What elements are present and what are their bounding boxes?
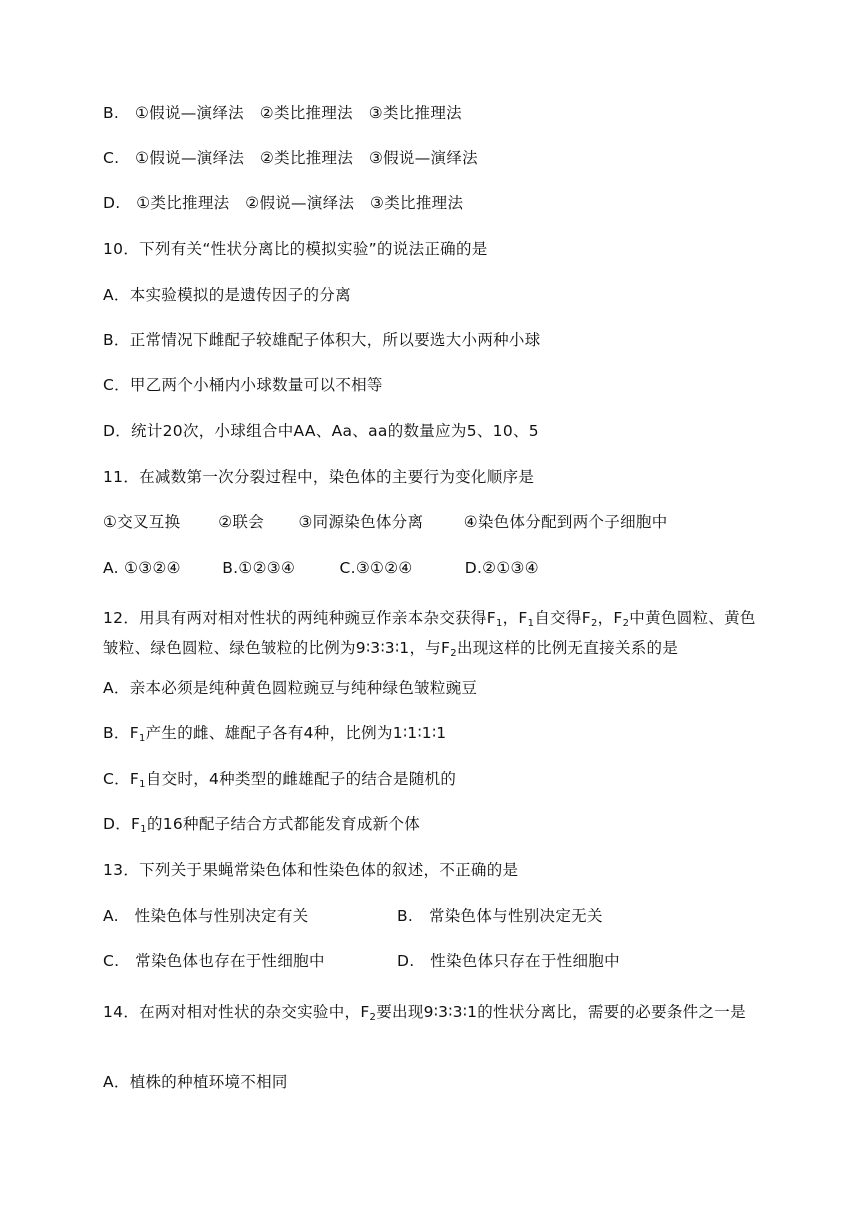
q10-option-c: C．甲乙两个小桶内小球数量可以不相等: [103, 376, 383, 394]
q12-subscript-3: 2: [590, 618, 598, 629]
q10-option-b: B．正常情况下雌配子较雄配子体积大，所以要选大小两种小球: [103, 331, 541, 349]
q12-subscript-2: 1: [527, 618, 535, 629]
q11-stem: 11．在减数第一次分裂过程中，染色体的主要行为变化顺序是: [103, 468, 535, 486]
q12-option-c-prefix: C．F: [103, 770, 140, 788]
q12-stem-part-5: 中黄色圆粒、黄色皱粒、绿色圆粒、绿色皱粒的比例为9∶3∶3∶1，与F: [103, 609, 756, 657]
q13-option-a: A. 性染色体与性别决定有关: [103, 907, 309, 925]
q12-option-c-subscript: 1: [139, 779, 146, 790]
q11-item-2: ②联会: [218, 513, 265, 531]
q11-options: [103, 557, 539, 579]
q10-option-a: A．本实验模拟的是遗传因子的分离: [103, 286, 351, 304]
q11-items: [103, 511, 668, 533]
q13-option-c: C. 常染色体也存在于性细胞中: [103, 952, 325, 970]
q12-subscript-1: 1: [495, 618, 503, 629]
q14-stem-part-2: 要出现9∶3∶3∶1的性状分离比，需要的必要条件之一是: [376, 1003, 746, 1021]
q11-option-c: C.③①②④: [339, 559, 413, 577]
q12-stem-part-6: 出现这样的比例无直接关系的是: [456, 639, 679, 657]
q10-stem: 10．下列有关“性状分离比的模拟实验”的说法正确的是: [103, 240, 488, 258]
q12-option-c: [103, 768, 456, 790]
q11-option-d: D.②①③④: [464, 559, 539, 577]
q12-subscript-4: 2: [622, 618, 630, 629]
q13-option-d: D. 性染色体只存在于性细胞中: [397, 952, 620, 970]
q12-stem-part-1: 12．用具有两对相对性状的两纯种豌豆作亲本杂交获得F: [103, 609, 496, 627]
q12-stem-part-3: 自交得F: [534, 609, 591, 627]
q9-option-d: D. ①类比推理法 ②假说—演绎法 ③类比推理法: [103, 194, 464, 212]
q12-option-b-text: 产生的雌、雄配子各有4种，比例为1∶1∶1∶1: [145, 724, 447, 742]
q12-option-a: A．亲本必须是纯种黄色圆粒豌豆与纯种绿色皱粒豌豆: [103, 679, 478, 697]
q12-option-d-prefix: D．F: [103, 815, 141, 833]
q12-stem-part-2: ，F: [502, 609, 528, 627]
q12-subscript-5: 2: [450, 648, 457, 659]
q9-option-c: C. ①假说—演绎法 ②类比推理法 ③假说—演绎法: [103, 149, 478, 167]
q12-option-b: [103, 722, 446, 744]
q12-option-d-subscript: 1: [140, 824, 147, 835]
q11-item-1: ①交叉互换: [103, 513, 181, 531]
q14-stem: [103, 997, 763, 1027]
q12-option-b-prefix: B．F: [103, 724, 139, 742]
q12-option-d-text: 的16种配子结合方式都能发育成新个体: [146, 815, 421, 833]
q12-stem: [103, 603, 763, 663]
q12-option-d: [103, 813, 420, 835]
q12-option-b-subscript: 1: [138, 733, 146, 744]
q11-option-b: B.①②③④: [222, 559, 296, 577]
q11-item-4: ④染色体分配到两个子细胞中: [463, 513, 668, 531]
q14-option-a: A．植株的种植环境不相同: [103, 1073, 288, 1091]
q10-option-d: D．统计20次，小球组合中AA、Aa、aa的数量应为5、10、5: [103, 422, 539, 440]
q13-stem: 13．下列关于果蝇常染色体和性染色体的叙述，不正确的是: [103, 861, 519, 879]
q11-item-3: ③同源染色体分离: [298, 513, 424, 531]
q13-option-b: B. 常染色体与性别决定无关: [397, 907, 603, 925]
q9-option-b: B. ①假说—演绎法 ②类比推理法 ③类比推理法: [103, 104, 462, 122]
q11-option-a: A. ①③②④: [103, 559, 181, 577]
q12-option-c-text: 自交时，4种类型的雌雄配子的结合是随机的: [145, 770, 457, 788]
q14-stem-part-1: 14．在两对相对性状的杂交实验中，F: [103, 1003, 370, 1021]
q14-subscript-1: 2: [369, 1012, 377, 1023]
q12-stem-part-4: ，F: [597, 609, 623, 627]
